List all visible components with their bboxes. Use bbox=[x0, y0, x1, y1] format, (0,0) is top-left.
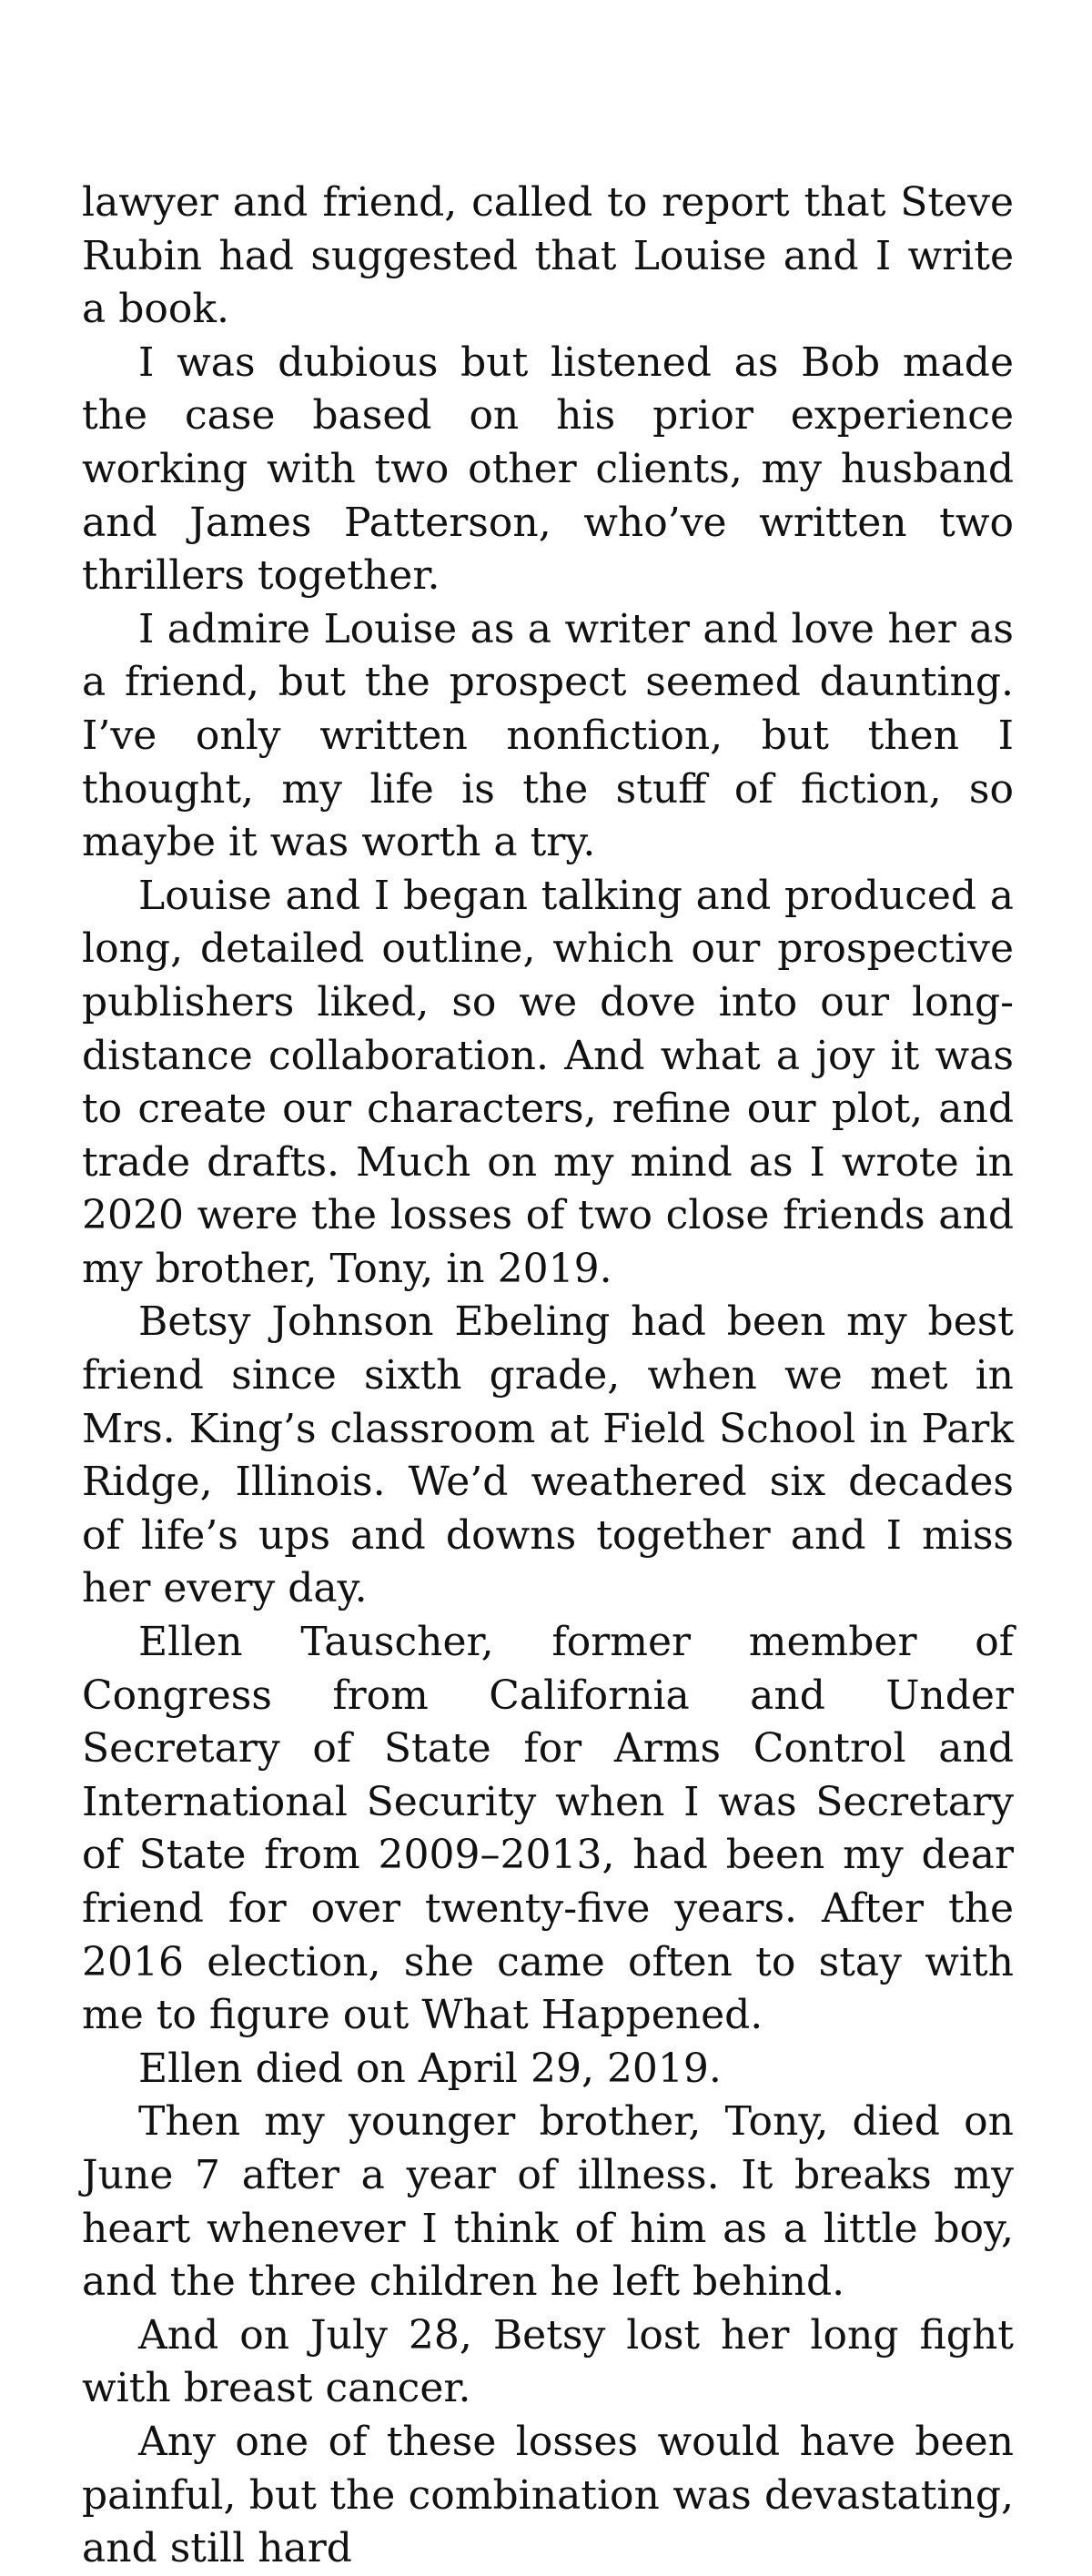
paragraph-ellen-died: Ellen died on April 29, 2019. bbox=[138, 2045, 722, 2092]
paragraph-losses: Any one of these losses would have been painful, but the combination was devastating, and still hard bbox=[82, 2418, 1014, 2572]
paragraph-tony: Then my younger brother, Tony, died on June 7 after a year of illness. It breaks my heart whenever I think of him as a little boy, and the three children he left behind. bbox=[82, 2098, 1014, 2306]
paragraph-collaboration: Louise and I began talking and produced a long, detailed outline, which our prospective publishers liked, so we dove into our long-distance collaboration. And what a joy it was to create our characters, refine our plot, and trade drafts. Much on my mind as I wrote in 2020 were the losses of two close friends and my brother, Tony, in 2019. bbox=[82, 872, 1014, 1292]
paragraph-bob-case: I was dubious but listened as Bob made the case based on his prior experience working with two other clients, my husband and James Patterson, who’ve written two thrillers together. bbox=[82, 338, 1014, 600]
paragraph-betsy-cancer: And on July 28, Betsy lost her long fight with breast cancer. bbox=[82, 2311, 1014, 2412]
book-page-text bbox=[82, 177, 1014, 2576]
paragraph-continuation: lawyer and friend, called to report that Steve Rubin had suggested that Louise and I write a book. bbox=[82, 179, 1014, 333]
paragraph-betsy: Betsy Johnson Ebeling had been my best friend since sixth grade, when we met in Mrs. King’s classroom at Field School in Park Ridge, Illinois. We’d weathered six decades of life’s ups and downs together and I miss her every day. bbox=[82, 1298, 1014, 1612]
paragraph-admire-louise: I admire Louise as a writer and love her as a friend, but the prospect seemed daunting. I’ve only written nonfiction, but then I thought, my life is the stuff of fiction, so maybe it was worth a try. bbox=[82, 605, 1014, 866]
paragraph-ellen: Ellen Tauscher, former member of Congress from California and Under Secretary of State for Arms Control and International Security when I was Secretary of State from 2009–2013, had been my dear friend for over twenty-five years. After the 2016 election, she came often to stay with me to figure out What Happened. bbox=[82, 1619, 1014, 2039]
